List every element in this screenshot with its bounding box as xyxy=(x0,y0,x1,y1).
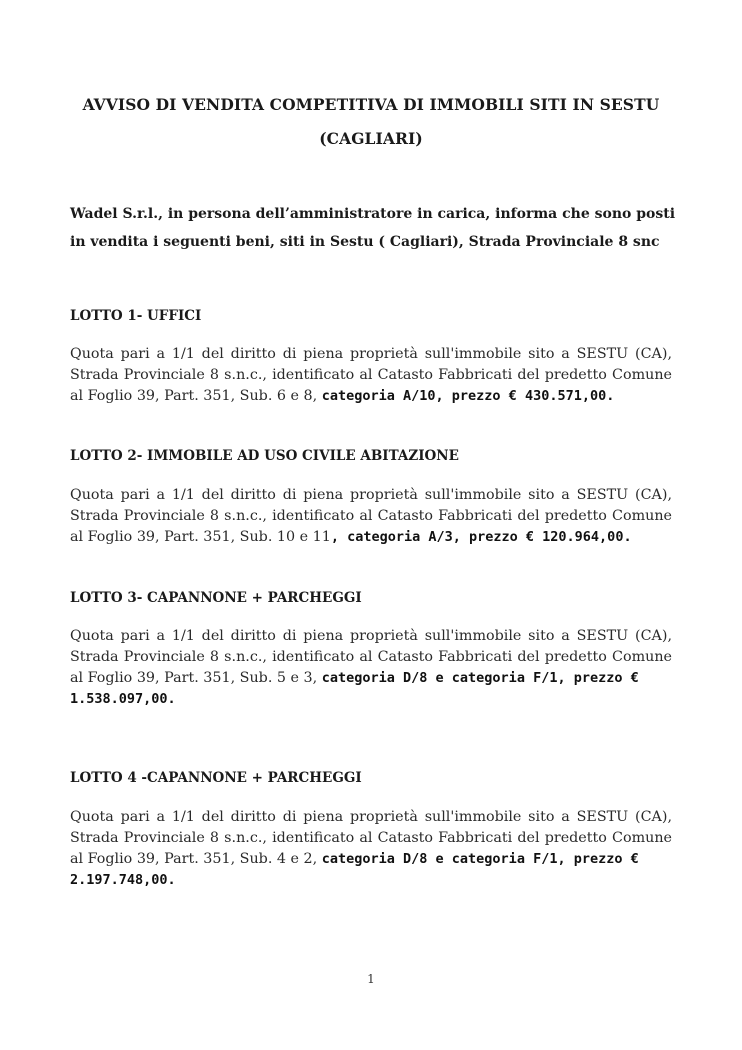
title-line-2: (CAGLIARI) xyxy=(319,129,423,148)
lot-2-description xyxy=(70,485,672,548)
lot-3-heading: LOTTO 3- CAPANNONE + PARCHEGGI xyxy=(70,590,362,606)
lot-4-price-label: categoria D/8 e categoria F/1, prezzo € xyxy=(321,851,639,867)
lot-1-heading: LOTTO 1- UFFICI xyxy=(70,308,202,324)
lot-3-text: Quota pari a 1/1 del diritto di piena proprietà sull'immobile sito a SESTU (CA), Strada Provinciale 8 s.n.c., identificato al Catasto Fabbricati del predetto Comune al Foglio 39, Part. 351, Sub. 5 e 3, xyxy=(70,628,672,686)
lot-4-description xyxy=(70,807,672,891)
lot-4-price-amount: 2.197.748,00. xyxy=(70,872,176,888)
title-line-1: AVVISO DI VENDITA COMPETITIVA DI IMMOBILI SITI IN SESTU xyxy=(82,95,660,114)
lot-1-text: Quota pari a 1/1 del diritto di piena proprietà sull'immobile sito a SESTU (CA), Strada Provinciale 8 s.n.c., identificato al Catasto Fabbricati del predetto Comune al Foglio 39, Part. 351, Sub. 6 e 8, xyxy=(70,346,672,404)
lot-2-text: Quota pari a 1/1 del diritto di piena proprietà sull'immobile sito a SESTU (CA), Strada Provinciale 8 s.n.c., identificato al Catasto Fabbricati del predetto Comune al Foglio 39, Part. 351, Sub. 10 e 11 xyxy=(70,487,672,545)
intro-paragraph: Wadel S.r.l., in persona dell’amministratore in carica, informa che sono posti in vendita i seguenti beni, siti in Sestu ( Cagliari), Strada Provinciale 8 snc xyxy=(70,206,676,250)
lot-1-price: categoria A/10, prezzo € 430.571,00. xyxy=(321,388,615,404)
page-number: 1 xyxy=(367,972,375,986)
lot-1-description xyxy=(70,344,672,407)
lot-2-price: , categoria A/3, prezzo € 120.964,00. xyxy=(330,529,632,545)
lot-3-description xyxy=(70,626,672,710)
document-title xyxy=(60,88,682,156)
lot-3-price-amount: 1.538.097,00. xyxy=(70,691,176,707)
lot-2-heading: LOTTO 2- IMMOBILE AD USO CIVILE ABITAZIONE xyxy=(70,448,459,464)
lot-3-price-label: categoria D/8 e categoria F/1, prezzo € xyxy=(321,670,639,686)
lot-4-text: Quota pari a 1/1 del diritto di piena proprietà sull'immobile sito a SESTU (CA), Strada Provinciale 8 s.n.c., identificato al Catasto Fabbricati del predetto Comune al Foglio 39, Part. 351, Sub. 4 e 2, xyxy=(70,809,672,867)
lot-4-heading: LOTTO 4 -CAPANNONE + PARCHEGGI xyxy=(70,770,362,786)
